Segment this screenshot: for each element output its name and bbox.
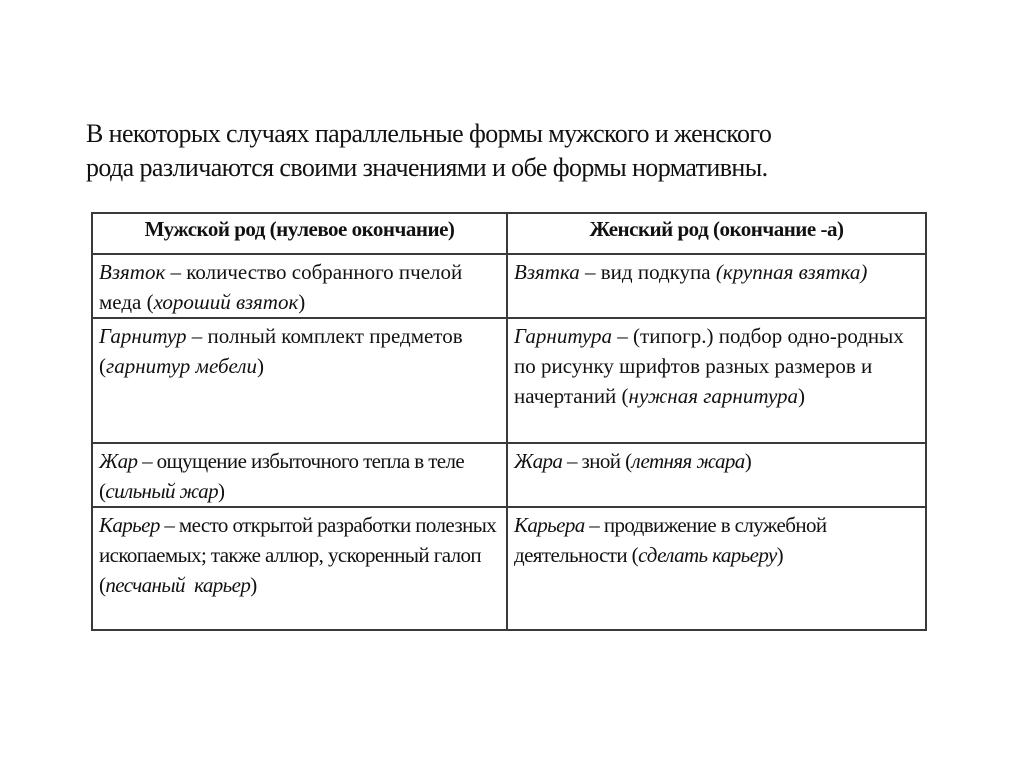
closing: ) <box>218 479 225 503</box>
example: сильный жар <box>105 479 218 503</box>
example: (крупная взятка) <box>715 260 868 284</box>
definition: – (типогр.) подбор одно-родных по рисунку шрифтов разных размеров и начертаний ( <box>514 324 904 408</box>
table-header-row <box>92 213 926 254</box>
example: нужная гарнитура <box>628 384 799 408</box>
definition: – вид подкупа <box>579 260 716 284</box>
cell-masculine <box>92 318 507 443</box>
definition: – количество собранного пчелой меда ( <box>99 260 463 314</box>
term: Взятка <box>514 260 580 284</box>
example: хороший взяток <box>153 290 299 314</box>
closing: ) <box>744 449 752 473</box>
term: Жар <box>99 449 138 473</box>
gender-forms-table <box>91 212 927 631</box>
intro-paragraph <box>86 117 926 185</box>
intro-line-2: рода различаются своими значениями и обе формы нормативны. <box>86 153 768 182</box>
closing: ) <box>776 543 784 567</box>
closing: ) <box>298 290 306 314</box>
table-row <box>92 507 926 630</box>
cell-masculine <box>92 443 507 507</box>
header-feminine: Женский род (окончание -а) <box>507 213 926 254</box>
term: Жара <box>514 449 563 473</box>
cell-masculine <box>92 254 507 318</box>
header-masculine: Мужской род (нулевое окончание) <box>92 213 507 254</box>
term: Гарнитур <box>99 324 187 348</box>
cell-feminine <box>507 443 926 507</box>
definition: – продвижение в служебной деятельности ( <box>514 513 827 567</box>
closing: ) <box>250 573 257 597</box>
cell-masculine <box>92 507 507 630</box>
example: гарнитур мебели <box>106 354 258 378</box>
cell-feminine <box>507 254 926 318</box>
table-row <box>92 254 926 318</box>
term: Карьера <box>514 513 585 537</box>
table-row <box>92 443 926 507</box>
closing: ) <box>257 354 265 378</box>
table-row <box>92 318 926 443</box>
term: Карьер <box>99 513 160 537</box>
definition: – место открытой разработки полезных ископаемых; также аллюр, ускоренный галоп ( <box>99 513 497 597</box>
intro-line-1: В некоторых случаях параллельные формы мужского и женского <box>86 119 772 148</box>
example: сделать карьеру <box>638 543 777 567</box>
definition: – зной ( <box>562 449 632 473</box>
cell-feminine <box>507 507 926 630</box>
cell-feminine <box>507 318 926 443</box>
closing: ) <box>798 384 806 408</box>
definition: – полный комплект предметов ( <box>99 324 463 378</box>
example: песчаный карьер <box>105 573 251 597</box>
example: летняя жара <box>631 449 745 473</box>
term: Гарнитура <box>514 324 613 348</box>
definition: – ощущение избыточного тепла в теле ( <box>99 449 465 503</box>
term: Взяток <box>99 260 166 284</box>
